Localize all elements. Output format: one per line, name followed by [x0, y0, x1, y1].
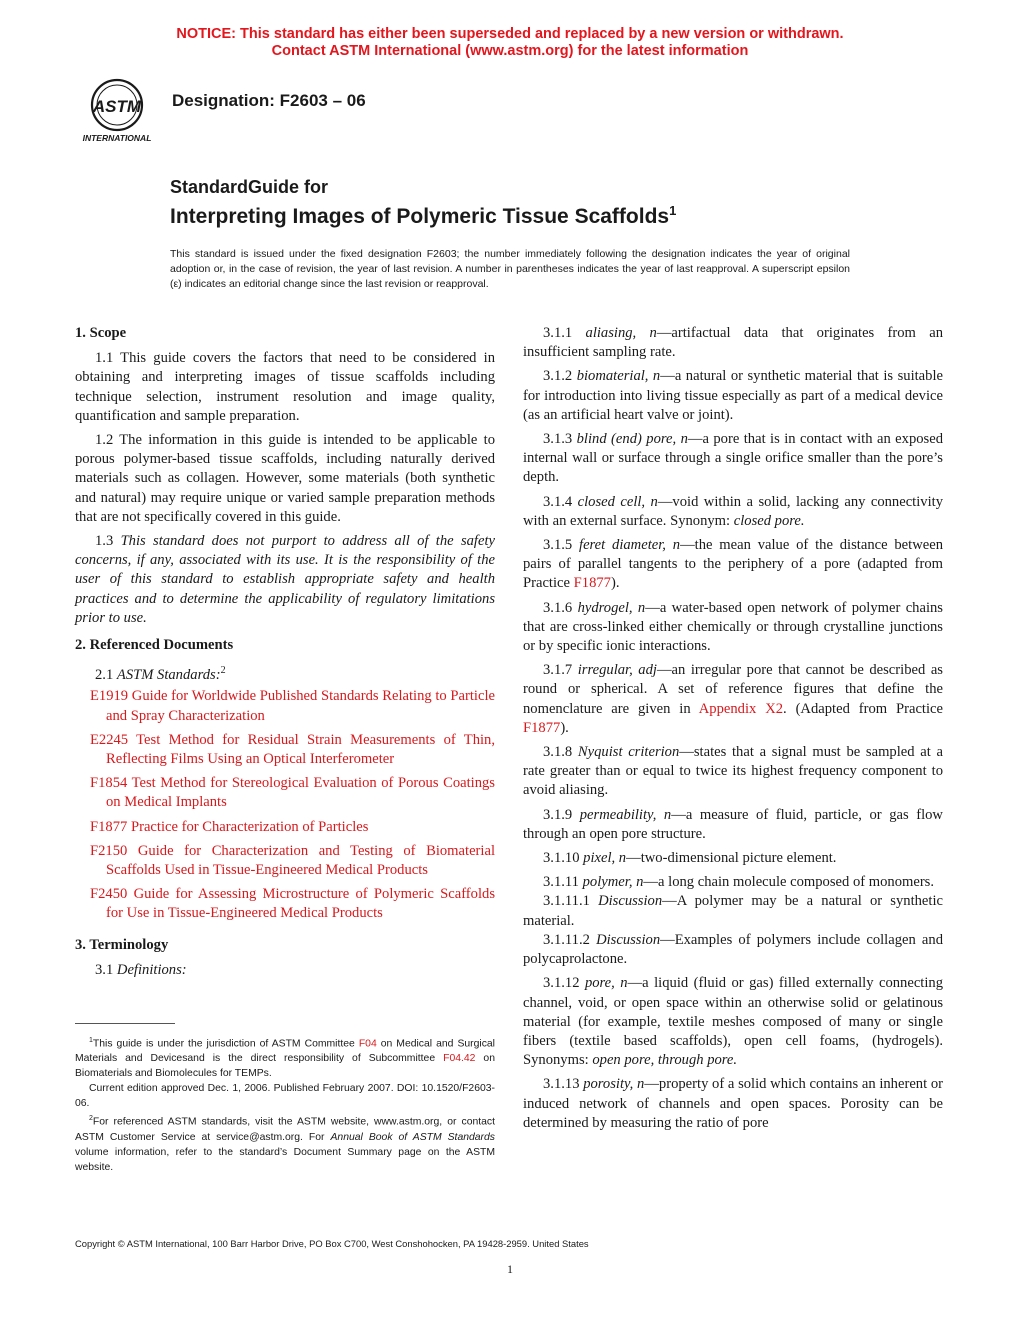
astm-logo-icon — [74, 76, 160, 146]
referenced-intro: 2.1 ASTM Standards:$^2$ — [95, 665, 226, 684]
left-column — [75, 324, 495, 985]
reference-item — [75, 687, 495, 725]
reference-title-link[interactable]: Guide for Worldwide Published Standards Relating to Particle and Spray Characterization — [106, 688, 495, 724]
def-nyquist: 3.1.8 Nyquist criterion—states that a signal must be sampled at a rate greater than or equal to twice its highest frequency component to avoid aliasing. — [523, 744, 943, 799]
link-appendix-x2[interactable]: Appendix X2 — [698, 700, 784, 717]
reference-title-link[interactable]: Guide for Assessing Microstructure of Polymeric Scaffolds for Use in Tissue-Engineered Medical Products — [106, 886, 495, 922]
reference-code-link[interactable]: F1854 — [90, 775, 128, 792]
designation: Designation: F2603 – 06 — [172, 91, 366, 110]
reference-code-link[interactable]: E2245 — [90, 731, 129, 748]
def-polymer: 3.1.11 polymer, n—a long chain molecule composed of monomers. — [543, 874, 935, 891]
notice-line-2: Contact ASTM International (www.astm.org) for the latest information — [271, 43, 749, 59]
reference-title-link[interactable]: Test Method for Stereological Evaluation of Porous Coatings on Medical Implants — [106, 775, 495, 811]
reference-code-link[interactable]: F1877 — [90, 818, 128, 835]
def-irregular: 3.1.7 irregular, adj—an irregular pore that cannot be described as round or spherical. A set of reference figures that define the nomenclature are given in Appendix X2. (Adapted from Practice F1877). — [523, 662, 943, 736]
page-number: 1 — [507, 1262, 513, 1276]
reference-title-link[interactable]: Test Method for Residual Strain Measurements of Thin, Reflecting Films Using an Optical Interferometer — [106, 731, 495, 767]
reference-title-link[interactable]: Guide for Characterization and Testing of Biomaterial Scaffolds Used in Tissue-Engineered Medical Products — [106, 842, 495, 878]
footnote-1: $^1$This guide is under the jurisdiction of ASTM Committee F04 on Medical and Surgical Materials and Devicesand is the direct responsibility of Subcommittee F04.42 on Biomaterials and Biomolecules for TEMPs. — [75, 1037, 495, 1080]
reference-item — [75, 842, 495, 880]
logo-subtext: INTERNATIONAL — [82, 133, 152, 143]
footnote-1-edition: Current edition approved Dec. 1, 2006. Published February 2007. DOI: 10.1520/F2603-06. — [75, 1083, 495, 1110]
scope-heading: 1. Scope — [75, 325, 127, 341]
copyright: Copyright © ASTM International, 100 Barr Harbor Drive, PO Box C700, West Conshohocken, PA 19428-2959. United States — [75, 1238, 589, 1249]
link-f1877[interactable]: F1877 — [573, 575, 611, 592]
reference-code-link[interactable]: F2150 — [90, 842, 128, 859]
def-polymer-discussion-1: 3.1.11.1 Discussion—A polymer may be a natural or synthetic material. — [523, 893, 943, 929]
def-polymer-discussion-2: 3.1.11.2 Discussion—Examples of polymers include collagen and polycaprolactone. — [523, 931, 944, 968]
issued-note: This standard is issued under the fixed designation F2603; the number immediately following the designation indicates the year of original adoption or, in the case of revision, the year of last revision. A number in parentheses indicates the year of last reapproval. A superscript epsilon (ε) indicates an editorial change since the last revision or reapproval. — [170, 248, 850, 290]
def-blind-pore: 3.1.3 blind (end) pore, n—a pore that is in contact with an exposed internal wall or surface through a single orifice smaller than the pore’s depth. — [523, 431, 943, 486]
footnotes — [75, 1033, 495, 1175]
def-aliasing: 3.1.1 aliasing, n—artifactual data that originates from an insufficient sampling rate. — [523, 325, 943, 361]
reference-item — [75, 818, 495, 837]
reference-code-link[interactable]: F2450 — [90, 886, 128, 903]
title-line-1: StandardGuide for — [170, 177, 329, 197]
scope-p1: 1.1 This guide covers the factors that need to be considered in obtaining and interpreting images of tissue scaffolds including technique selection, instrument resolution and image quality, quantification and sample preparation. — [75, 350, 495, 424]
link-f04[interactable]: F04 — [358, 1038, 377, 1050]
def-biomaterial: 3.1.2 biomaterial, n—a natural or synthetic material that is suitable for introduction into living tissue especially as part of a medical device (as an artificial heart valve or joint). — [523, 368, 943, 423]
right-column — [523, 324, 943, 1138]
reference-title-link[interactable]: Practice for Characterization of Particles — [130, 818, 369, 835]
link-f1877[interactable]: F1877 — [523, 719, 561, 736]
document-title — [170, 176, 676, 230]
scope-p2: 1.2 The information in this guide is intended to be applicable to porous polymer-based tissue scaffolds, including naturally derived materials such as collagen. However, some materials (both synthetic and natural) may require unique or varied sample preparation methods that are not specifically covered in this guide. — [75, 432, 495, 525]
reference-item — [75, 731, 495, 769]
notice-banner — [0, 26, 1020, 60]
def-feret-diameter: 3.1.5 feret diameter, n—the mean value of the distance between pairs of parallel tangents to the periphery of a pore (adapted from Practice F1877). — [523, 537, 944, 592]
def-pixel: 3.1.10 pixel, n—two-dimensional picture element. — [543, 850, 837, 867]
def-pore: 3.1.12 pore, n—a liquid (fluid or gas) filled externally connecting channel, void, or open space within an otherwise solid or gelatinous material (for example, textile meshes composed of many or single fibers (textile based scaffolds), open cell foams, (hydrogels). Synonyms: open pore, through pore. — [523, 975, 943, 1069]
referenced-heading: 2. Referenced Documents — [75, 637, 234, 654]
def-porosity: 3.1.13 porosity, n—property of a solid which contains an inherent or induced network of channels and open spaces. Porosity can be determined by measuring the ratio of pore — [523, 1076, 943, 1131]
def-closed-cell: 3.1.4 closed cell, n—void within a solid, lacking any connectivity with an external surface. Synonym: closed pore. — [523, 493, 943, 529]
title-line-2: Interpreting Images of Polymeric Tissue Scaffolds — [170, 205, 670, 228]
def-permeability: 3.1.9 permeability, n—a measure of fluid, particle, or gas flow through an open pore structure. — [523, 806, 943, 842]
footnote-divider — [75, 1023, 175, 1024]
link-f04-42[interactable]: F04.42 — [443, 1053, 476, 1065]
reference-list — [75, 687, 495, 923]
logo-text: ASTM — [92, 97, 142, 116]
notice-line-1: NOTICE: This standard has either been superseded and replaced by a new version or withdrawn. — [176, 26, 844, 42]
title-footnote-mark: 1 — [669, 203, 677, 218]
reference-item — [75, 885, 495, 923]
def-hydrogel: 3.1.6 hydrogel, n—a water-based open network of polymer chains that are cross-linked either chemically or through crystalline junctions or by specific ionic interactions. — [523, 599, 943, 655]
footnote-2: $^2$For referenced ASTM standards, visit the ASTM website, www.astm.org, or contact ASTM Customer Service at service@astm.org. For Annual Book of ASTM Standards volume information, refer to the standard’s Document Summary page on the ASTM website. — [75, 1115, 495, 1173]
reference-item — [75, 774, 495, 812]
scope-p3: 1.3 This standard does not purport to address all of the safety concerns, if any, associated with its use. It is the responsibility of the user of this standard to establish appropriate safety and health practices and to determine the applicability of regulatory limitations prior to use. — [75, 533, 495, 626]
terminology-heading: 3. Terminology — [75, 936, 169, 953]
reference-code-link[interactable]: E1919 — [90, 688, 129, 705]
definitions-intro: 3.1 Definitions: — [95, 961, 187, 978]
